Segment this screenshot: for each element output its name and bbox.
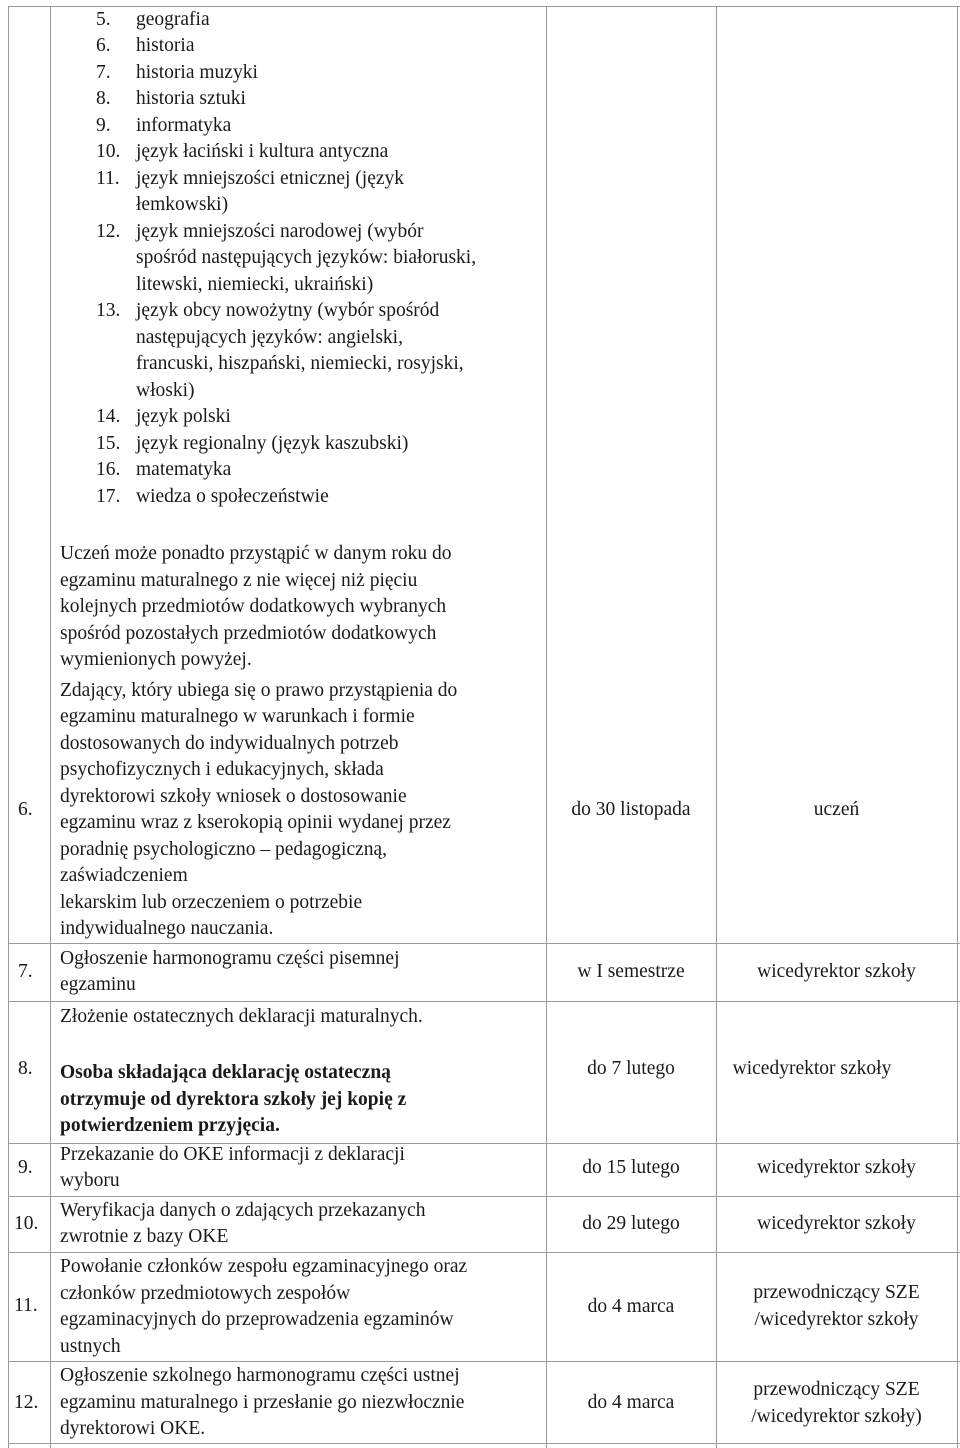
- row-description: egzaminu maturalnego w warunkach i formie: [60, 706, 415, 727]
- row-description-bold: otrzymuje od dyrektora szkoły jej kopię z: [60, 1089, 407, 1110]
- table-border-left: [8, 6, 9, 1448]
- note-line: kolejnych przedmiotów dodatkowych wybranych: [60, 596, 447, 617]
- row-description-bold: Osoba składająca deklarację ostateczną: [60, 1062, 391, 1083]
- column-divider: [50, 6, 51, 1448]
- row-description: lekarskim lub orzeczeniem o potrzebie: [60, 892, 363, 913]
- row-description: ustnych: [60, 1336, 121, 1357]
- note-line: wymienionych powyżej.: [60, 649, 252, 670]
- row-responsible: przewodniczący SZE: [753, 1282, 920, 1303]
- row-description: Zdający, który ubiega się o prawo przystąpienia do: [60, 680, 458, 701]
- row-description: psychofizycznych i edukacyjnych, składa: [60, 759, 384, 780]
- table-border-right: [957, 6, 958, 1448]
- note-line: egzaminu maturalnego z nie więcej niż pięciu: [60, 570, 418, 591]
- note-line: Uczeń może ponadto przystąpić w danym roku do: [60, 543, 452, 564]
- row-number: 11.: [14, 1295, 38, 1316]
- list-item: 17. wiedza o społeczeństwie: [96, 486, 329, 507]
- list-item: 6. historia: [96, 35, 195, 56]
- row-number: 9.: [18, 1157, 33, 1178]
- list-item-continuation: następujących języków: angielski,: [136, 327, 403, 348]
- row-responsible: przewodniczący SZE: [753, 1379, 920, 1400]
- list-item: 10. język łaciński i kultura antyczna: [96, 141, 389, 162]
- list-item: 5. geografia: [96, 9, 210, 30]
- row-description: zwrotnie z bazy OKE: [60, 1226, 229, 1247]
- row-deadline: do 15 lutego: [582, 1157, 680, 1178]
- row-description: Złożenie ostatecznych deklaracji maturalnych.: [60, 1006, 423, 1027]
- row-divider: [8, 943, 960, 944]
- row-number: 6.: [18, 799, 33, 820]
- list-item-continuation: francuski, hiszpański, niemiecki, rosyjski,: [136, 353, 464, 374]
- list-item-continuation: spośród następujących języków: białoruski,: [136, 247, 477, 268]
- row-deadline: do 7 lutego: [587, 1058, 675, 1079]
- row-divider: [8, 1443, 960, 1444]
- row-responsible: wicedyrektor szkoły: [732, 1058, 892, 1079]
- row-description: Przekazanie do OKE informacji z deklaracji: [60, 1144, 405, 1165]
- row-description: egzaminu: [60, 974, 136, 995]
- row-description: zaświadczeniem: [60, 865, 188, 886]
- note-line: spośród pozostałych przedmiotów dodatkowych: [60, 623, 437, 644]
- row-deadline: w I semestrze: [577, 961, 685, 982]
- row-divider: [8, 1252, 960, 1253]
- row-responsible: /wicedyrektor szkoły): [751, 1406, 922, 1427]
- list-item: 11. język mniejszości etnicznej (język: [96, 168, 405, 189]
- row-description: indywidualnego nauczania.: [60, 918, 274, 939]
- row-description: egzaminu wraz z kserokopią opinii wydanej przez: [60, 812, 451, 833]
- row-number: 8.: [18, 1058, 33, 1079]
- row-description-bold: potwierdzeniem przyjęcia.: [60, 1115, 280, 1136]
- row-description: Weryfikacja danych o zdających przekazanych: [60, 1200, 426, 1221]
- list-item: 8. historia sztuki: [96, 88, 246, 109]
- list-item: 13. język obcy nowożytny (wybór spośród: [96, 300, 440, 321]
- row-divider: [8, 1196, 960, 1197]
- row-description: członków przedmiotowych zespołów: [60, 1283, 351, 1304]
- row-number: 12.: [14, 1392, 39, 1413]
- row-description: Powołanie członków zespołu egzaminacyjnego oraz: [60, 1256, 468, 1277]
- row-number: 7.: [18, 961, 33, 982]
- list-item: 9. informatyka: [96, 115, 232, 136]
- list-item: 7. historia muzyki: [96, 62, 258, 83]
- list-item-continuation: litewski, niemiecki, ukraiński): [136, 274, 374, 295]
- row-description: wyboru: [60, 1170, 120, 1191]
- row-number: 10.: [14, 1213, 39, 1234]
- row-deadline: do 4 marca: [587, 1296, 675, 1317]
- row-description: Ogłoszenie szkolnego harmonogramu części ustnej: [60, 1365, 460, 1386]
- list-item-continuation: łemkowski): [136, 194, 229, 215]
- list-item: 15. język regionalny (język kaszubski): [96, 433, 409, 454]
- row-responsible: /wicedyrektor szkoły: [754, 1309, 919, 1330]
- row-description: poradnię psychologiczno – pedagogiczną,: [60, 839, 388, 860]
- row-description: egzaminu maturalnego i przesłanie go niezwłocznie: [60, 1392, 465, 1413]
- row-responsible: wicedyrektor szkoły: [757, 1213, 916, 1234]
- row-divider: [8, 1001, 960, 1002]
- row-responsible: wicedyrektor szkoły: [757, 1157, 916, 1178]
- row-deadline: do 30 listopada: [571, 799, 691, 820]
- row-description: egzaminacyjnych do przeprowadzenia egzaminów: [60, 1309, 454, 1330]
- row-deadline: do 4 marca: [587, 1392, 675, 1413]
- row-divider: [8, 1361, 960, 1362]
- row-deadline: do 29 lutego: [582, 1213, 680, 1234]
- list-item: 14. język polski: [96, 406, 231, 427]
- list-item: 12. język mniejszości narodowej (wybór: [96, 221, 424, 242]
- row-responsible: wicedyrektor szkoły: [757, 961, 916, 982]
- list-item-continuation: włoski): [136, 380, 195, 401]
- list-item: 16. matematyka: [96, 459, 232, 480]
- row-description: dyrektorowi OKE.: [60, 1418, 206, 1439]
- row-responsible: uczeń: [813, 799, 860, 820]
- row-description: dyrektorowi szkoły wniosek o dostosowanie: [60, 786, 407, 807]
- row-description: dostosowanych do indywidualnych potrzeb: [60, 733, 399, 754]
- row-description: Ogłoszenie harmonogramu części pisemnej: [60, 948, 400, 969]
